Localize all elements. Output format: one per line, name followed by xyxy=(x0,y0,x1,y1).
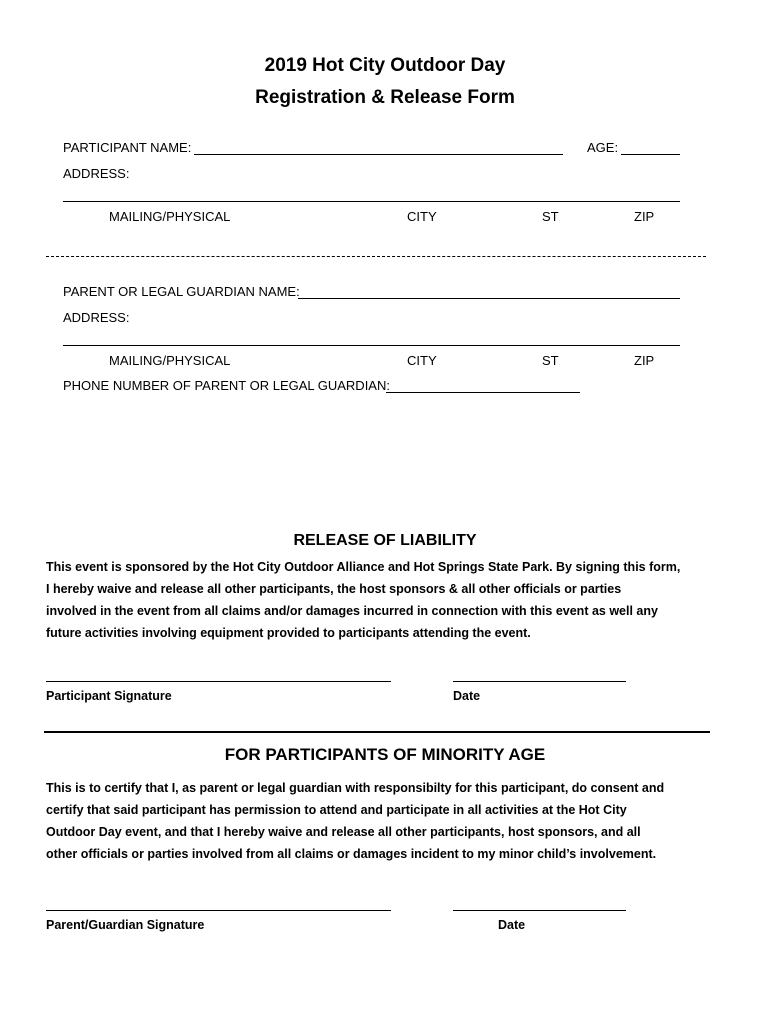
participant-address-label: ADDRESS: xyxy=(63,166,130,181)
release-text xyxy=(46,556,726,644)
form-title-line2: Registration & Release Form xyxy=(255,87,515,108)
participant-date-label: Date xyxy=(453,689,481,703)
minority-line: other officials or parties involved from all claims or damages incident to my minor child’s involvement. xyxy=(46,847,657,861)
age-label: AGE: xyxy=(587,140,619,155)
form-title-line1: 2019 Hot City Outdoor Day xyxy=(264,55,506,76)
participant-date-field[interactable] xyxy=(453,681,626,682)
guardian-zip-label: ZIP xyxy=(634,353,655,368)
release-line: I hereby waive and release all other participants, the host sponsors & all other officials or parties xyxy=(46,582,622,596)
participant-signature-label: Participant Signature xyxy=(46,689,172,703)
guardian-date-field[interactable] xyxy=(453,910,626,911)
participant-signature-field[interactable] xyxy=(46,681,391,682)
minority-line: Outdoor Day event, and that I hereby waive and release all other participants, host sponsors, and all xyxy=(46,825,641,839)
minority-heading: FOR PARTICIPANTS OF MINORITY AGE xyxy=(224,745,546,764)
participant-name-label: PARTICIPANT NAME: xyxy=(63,140,192,155)
guardian-mailing-label: MAILING/PHYSICAL xyxy=(109,353,231,368)
participant-address-field[interactable] xyxy=(63,201,680,202)
release-line: This event is sponsored by the Hot City Outdoor Alliance and Hot Springs State Park. By signing this form, xyxy=(46,560,681,574)
guardian-phone-label: PHONE NUMBER OF PARENT OR LEGAL GUARDIAN: xyxy=(63,378,390,393)
participant-name-field[interactable] xyxy=(194,154,563,155)
minority-line: This is to certify that I, as parent or legal guardian with responsibilty for this participant, do consent and xyxy=(46,781,665,795)
guardian-st-label: ST xyxy=(542,353,559,368)
guardian-date-label: Date xyxy=(498,918,526,932)
release-line: future activities involving equipment provided to participants attending the event. xyxy=(46,626,531,640)
section-rule xyxy=(44,731,710,733)
participant-city-label: CITY xyxy=(407,209,437,224)
guardian-name-field[interactable] xyxy=(298,298,680,299)
guardian-name-label: PARENT OR LEGAL GUARDIAN NAME: xyxy=(63,284,300,299)
guardian-address-label: ADDRESS: xyxy=(63,310,130,325)
guardian-signature-label: Parent/Guardian Signature xyxy=(46,918,205,932)
minority-text xyxy=(46,777,726,865)
section-divider xyxy=(46,256,706,257)
guardian-address-field[interactable] xyxy=(63,345,680,346)
guardian-phone-field[interactable] xyxy=(386,392,580,393)
participant-zip-label: ZIP xyxy=(634,209,655,224)
guardian-city-label: CITY xyxy=(407,353,437,368)
guardian-signature-field[interactable] xyxy=(46,910,391,911)
release-line: involved in the event from all claims and/or damages incurred in connection with this event as well any xyxy=(46,604,658,618)
age-field[interactable] xyxy=(621,154,680,155)
minority-line: certify that said participant has permission to attend and participate in all activities at the Hot City xyxy=(46,803,627,817)
release-heading: RELEASE OF LIABILITY xyxy=(293,532,477,549)
participant-st-label: ST xyxy=(542,209,559,224)
participant-mailing-label: MAILING/PHYSICAL xyxy=(109,209,231,224)
